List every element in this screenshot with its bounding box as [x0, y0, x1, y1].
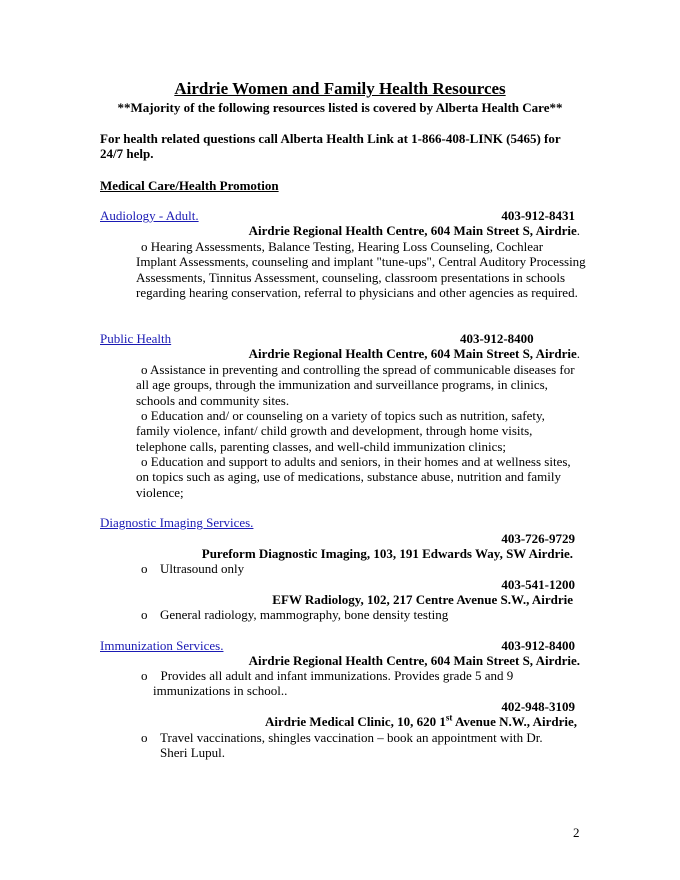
- bullet-marker: o: [141, 561, 148, 576]
- coverage-note: **Majority of the following resources listed is covered by Alberta Health Care**: [117, 100, 563, 115]
- bullet-marker: o: [141, 607, 148, 622]
- public-health-location-tail: .: [576, 346, 580, 361]
- diagnostic-imaging-link[interactable]: Diagnostic Imaging Services.: [100, 515, 254, 530]
- pureform-service: [141, 561, 245, 576]
- bullet-marker: o: [141, 362, 148, 377]
- clinic-location-sup: st: [445, 712, 453, 723]
- bullet-marker: o: [141, 408, 148, 423]
- clinic-location: [265, 714, 577, 729]
- audiology-description-text: Hearing Assessments, Balance Testing, Hearing Loss Counseling, Cochlear Implant Assessments, counseling and implant "tune-ups", Central Auditory Processing Assessments, Tinnitus Assessment, counseling, classroom presentations in schools regarding hearing conservation, referral to physicians and other agencies as required.: [136, 239, 586, 300]
- audiology-location-tail: .: [576, 223, 580, 238]
- public-health-location: [249, 346, 580, 361]
- audiology-location-text: Airdrie Regional Health Centre, 604 Main Street S, Airdrie: [248, 223, 577, 238]
- clinic-service: [141, 730, 581, 761]
- public-health-item-2: [136, 408, 566, 454]
- public-health-item-text: Assistance in preventing and controlling the spread of communicable diseases for all age groups, through the immunization and surveillance programs, in clinics, schools and community sites.: [136, 362, 575, 408]
- healthlink-note: For health related questions call Alberta Health Link at 1-866-408-LINK (5465) for 24/7 help.: [100, 131, 561, 162]
- pureform-phone: 403-726-9729: [501, 531, 575, 546]
- immunization-phone: 403-912-8400: [501, 638, 575, 653]
- public-health-item-text: Education and support to adults and seniors, in their homes and at wellness sites, on topics such as aging, use of medications, substance abuse, nutrition and family violence;: [136, 454, 571, 500]
- page-number: 2: [573, 825, 580, 840]
- public-health-link[interactable]: Public Health: [100, 331, 172, 346]
- section-heading: Medical Care/Health Promotion: [100, 178, 279, 193]
- audiology-description: [136, 239, 586, 300]
- efw-service-text: General radiology, mammography, bone density testing: [160, 607, 449, 622]
- audiology-phone: 403-912-8431: [501, 208, 575, 223]
- bullet-marker: o: [141, 668, 148, 683]
- efw-service: [141, 607, 449, 622]
- audiology-link[interactable]: Audiology - Adult.: [100, 208, 199, 223]
- clinic-phone: 402-948-3109: [501, 699, 575, 714]
- audiology-location: [249, 223, 580, 238]
- immunization-service-text: Provides all adult and infant immunizations. Provides grade 5 and 9 immunizations in school..: [153, 668, 514, 699]
- bullet-marker: o: [141, 454, 148, 469]
- immunization-link[interactable]: Immunization Services.: [100, 638, 224, 653]
- immunization-location: Airdrie Regional Health Centre, 604 Main Street S, Airdrie.: [248, 653, 580, 668]
- efw-location: EFW Radiology, 102, 217 Centre Avenue S.W., Airdrie: [272, 592, 573, 607]
- public-health-item-1: [136, 362, 584, 408]
- bullet-marker: o: [141, 239, 148, 254]
- clinic-location-pre: Airdrie Medical Clinic, 10, 620 1: [265, 714, 446, 729]
- efw-phone: 403-541-1200: [501, 577, 575, 592]
- pureform-service-text: Ultrasound only: [160, 561, 245, 576]
- clinic-location-post: Avenue N.W., Airdrie,: [452, 714, 577, 729]
- public-health-location-text: Airdrie Regional Health Centre, 604 Main Street S, Airdrie: [248, 346, 577, 361]
- clinic-service-text: Travel vaccinations, shingles vaccination – book an appointment with Dr. Sheri Lupul.: [160, 730, 543, 761]
- bullet-marker: o: [141, 730, 148, 745]
- public-health-item-3: [136, 454, 576, 500]
- pureform-location: Pureform Diagnostic Imaging, 103, 191 Edwards Way, SW Airdrie.: [201, 546, 573, 561]
- public-health-phone: 403-912-8400: [460, 331, 534, 346]
- page-title: Airdrie Women and Family Health Resources: [174, 79, 506, 98]
- public-health-item-text: Education and/ or counseling on a variety of topics such as nutrition, safety, family violence, infant/ child growth and development, through home visits, telephone calls, parenting classes, and well-child immunization clinics;: [136, 408, 545, 454]
- immunization-service: [141, 668, 553, 699]
